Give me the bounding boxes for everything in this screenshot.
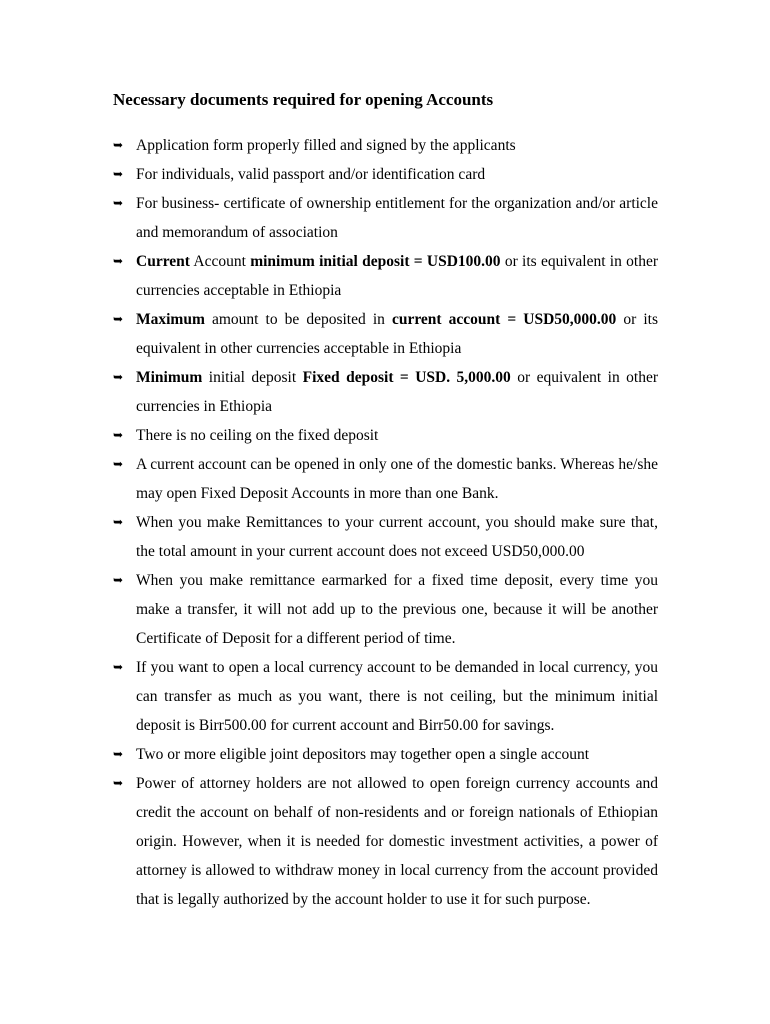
list-item xyxy=(113,740,658,769)
item-text: Application form properly filled and signed by the applicants xyxy=(136,137,516,154)
item-text: When you make remittance earmarked for a fixed time deposit, every time you make a transfer, it will not add up to the previous one, because it will be another Certificate of Deposit for a different period of time. xyxy=(136,572,658,647)
item-text: There is no ceiling on the fixed deposit xyxy=(136,427,379,444)
arrow-bullet-icon: ➥ xyxy=(113,747,124,761)
page-title: Necessary documents required for opening Accounts xyxy=(113,90,494,109)
arrow-bullet-icon: ➥ xyxy=(113,660,124,674)
bold-text: Minimum xyxy=(136,369,203,386)
list-item xyxy=(113,363,658,421)
list-item xyxy=(113,421,658,450)
item-text: initial deposit xyxy=(202,369,303,386)
item-text: Power of attorney holders are not allowed to open foreign currency accounts and credit the account on behalf of non-residents and or foreign nationals of Ethiopian origin. However, when it is needed for domestic investment activities, a power of attorney is allowed to withdraw money in local currency from the account provided that is legally authorized by the account holder to use it for such purpose. xyxy=(136,775,658,908)
item-text: amount to be deposited in xyxy=(204,311,392,328)
arrow-bullet-icon: ➥ xyxy=(113,196,124,210)
bold-text: current account = USD50,000.00 xyxy=(391,311,617,328)
item-text: or equivalent in other currencies in Ethiopia xyxy=(136,369,659,415)
bold-text: minimum initial deposit = USD100.00 xyxy=(250,253,501,270)
arrow-bullet-icon: ➥ xyxy=(113,457,124,471)
list-item xyxy=(113,305,658,363)
arrow-bullet-icon: ➥ xyxy=(113,428,124,442)
list-item xyxy=(113,508,658,566)
list-item xyxy=(113,566,658,653)
item-text: A current account can be opened in only one of the domestic banks. Whereas he/she may open Fixed Deposit Accounts in more than one Bank. xyxy=(136,456,658,502)
bold-text: Maximum xyxy=(136,311,205,328)
item-text: or its equivalent in other currencies acceptable in Ethiopia xyxy=(136,253,659,299)
item-text: or its equivalent in other currencies acceptable in Ethiopia xyxy=(136,311,659,357)
list-item xyxy=(113,653,658,740)
arrow-bullet-icon: ➥ xyxy=(113,138,124,152)
requirements-list xyxy=(113,131,658,914)
item-text: When you make Remittances to your current account, you should make sure that, the total amount in your current account does not exceed USD50,000.00 xyxy=(136,514,658,560)
arrow-bullet-icon: ➥ xyxy=(113,167,124,181)
item-text: For individuals, valid passport and/or identification card xyxy=(136,166,486,183)
arrow-bullet-icon: ➥ xyxy=(113,312,124,326)
list-item xyxy=(113,131,658,160)
list-item xyxy=(113,189,658,247)
item-text: If you want to open a local currency account to be demanded in local currency, you can transfer as much as you want, there is not ceiling, but the minimum initial deposit is Birr500.00 for current account and Birr50.00 for savings. xyxy=(136,659,658,734)
item-text: Account xyxy=(189,253,251,270)
item-text: For business- certificate of ownership entitlement for the organization and/or article and memorandum of association xyxy=(136,195,658,241)
list-item xyxy=(113,247,658,305)
bold-text: Current xyxy=(136,253,190,270)
item-text: Two or more eligible joint depositors may together open a single account xyxy=(136,746,590,763)
arrow-bullet-icon: ➥ xyxy=(113,776,124,790)
arrow-bullet-icon: ➥ xyxy=(113,515,124,529)
list-item xyxy=(113,450,658,508)
arrow-bullet-icon: ➥ xyxy=(113,254,124,268)
bold-text: Fixed deposit = USD. 5,000.00 xyxy=(302,369,511,386)
arrow-bullet-icon: ➥ xyxy=(113,573,124,587)
list-item xyxy=(113,769,658,914)
arrow-bullet-icon: ➥ xyxy=(113,370,124,384)
list-item xyxy=(113,160,658,189)
